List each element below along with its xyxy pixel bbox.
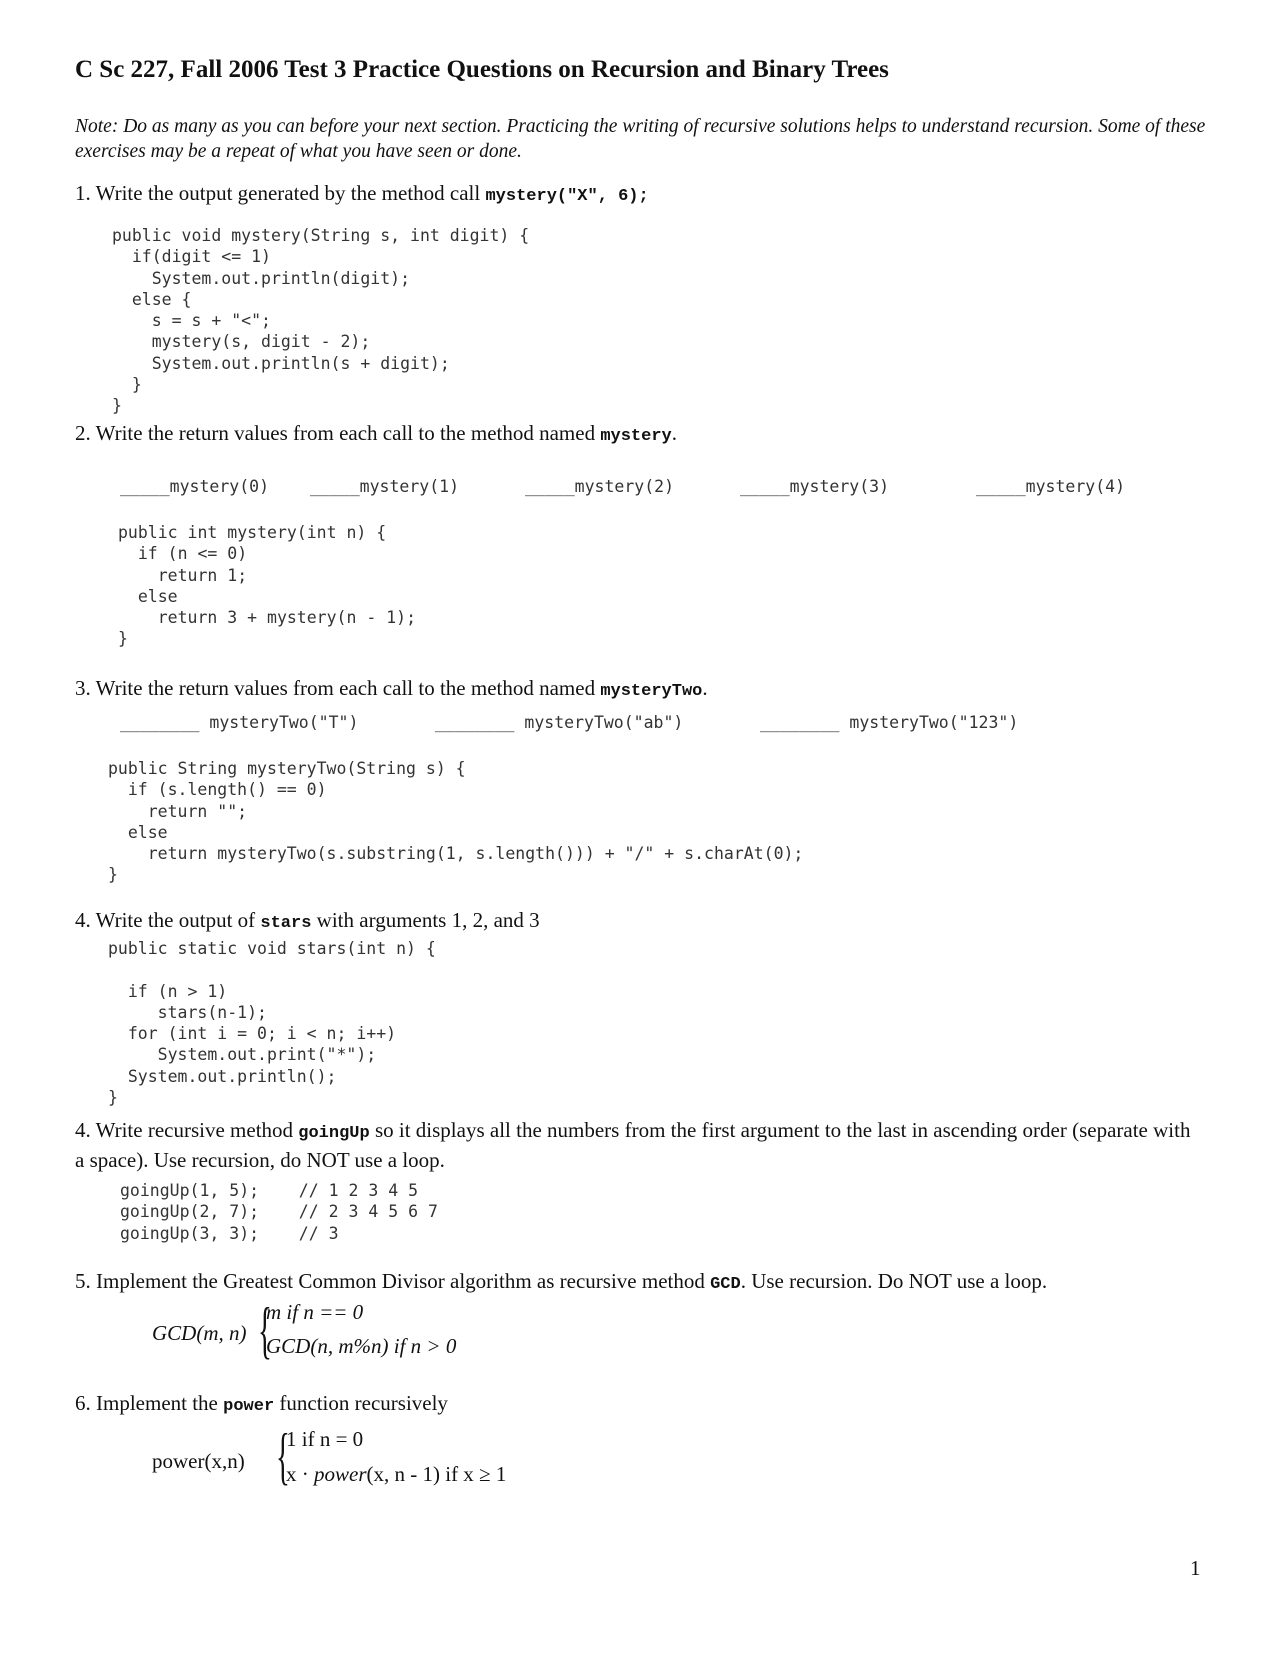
power-case-2-pre: x ·	[286, 1462, 314, 1486]
gcd-case-1: m if n == 0	[266, 1300, 364, 1324]
power-case-1: 1 if n = 0	[286, 1427, 364, 1451]
question-6	[75, 1390, 448, 1420]
q2-blank-2: _____mystery(1)	[310, 477, 460, 496]
question-2	[75, 420, 677, 450]
question-6-end: function recursively	[274, 1391, 448, 1415]
question-3-method: mysteryTwo	[600, 682, 703, 701]
question-1-code: public void mystery(String s, int digit) { if(digit <= 1) System.out.println(digit); else { s = s + "<"; mystery(s, digit - 2); System.out.println(s + digit); } }	[112, 226, 530, 416]
question-5-end: . Use recursion. Do NOT use a loop.	[740, 1269, 1048, 1293]
question-1-call: mystery("X", 6);	[485, 187, 649, 206]
question-4	[75, 907, 540, 937]
page-number: 1	[1190, 1556, 1201, 1580]
power-case-2-post: (x, n - 1) if x ≥ 1	[366, 1462, 507, 1486]
question-4-code: public static void stars(int n) { if (n > 1) stars(n-1); for (int i = 0; i < n; i++) System.out.print("*"); System.out.println(); }	[108, 939, 436, 1108]
question-3-end: .	[702, 676, 708, 700]
q2-blank-5: _____mystery(4)	[976, 477, 1126, 496]
power-lhs: power(x,n)	[152, 1449, 245, 1473]
question-4b-end: so it displays all the numbers from the first argument to the last in ascending order (separate with a space). Use recursion, do NOT use a loop.	[75, 1118, 1191, 1172]
question-4b	[75, 1117, 1195, 1174]
q3-blank-2: ________ mysteryTwo("ab")	[435, 713, 684, 732]
question-1-text: 1. Write the output generated by the method call	[75, 181, 486, 205]
gcd-lhs: GCD(m, n)	[152, 1321, 247, 1345]
gcd-brace: {	[258, 1294, 272, 1365]
question-2-code: public int mystery(int n) { if (n <= 0) return 1; else return 3 + mystery(n - 1); }	[118, 523, 417, 649]
question-4-end: with arguments 1, 2, and 3	[311, 908, 540, 932]
q2-blank-3: _____mystery(2)	[525, 477, 675, 496]
gcd-case-2: GCD(n, m%n) if n > 0	[266, 1334, 457, 1358]
question-2-end: .	[671, 421, 677, 445]
question-2-text: 2. Write the return values from each call to the method named	[75, 421, 601, 445]
question-3-code: public String mysteryTwo(String s) { if (s.length() == 0) return ""; else return mysteryTwo(s.substring(1, s.length())) + "/" + s.charAt(0); }	[108, 759, 804, 885]
page-title: C Sc 227, Fall 2006 Test 3 Practice Questions on Recursion and Binary Trees	[75, 56, 889, 83]
q2-blank-4: _____mystery(3)	[740, 477, 890, 496]
question-5	[75, 1268, 1047, 1298]
question-2-method: mystery	[600, 427, 672, 446]
question-6-method: power	[223, 1397, 275, 1416]
question-6-text: 6. Implement the	[75, 1391, 224, 1415]
question-3-text: 3. Write the return values from each call to the method named	[75, 676, 601, 700]
question-5-text: 5. Implement the Greatest Common Divisor algorithm as recursive method	[75, 1269, 711, 1293]
question-4b-method: goingUp	[298, 1124, 370, 1143]
power-brace: {	[276, 1420, 290, 1491]
q3-blank-1: ________ mysteryTwo("T")	[120, 713, 359, 732]
question-4-text: 4. Write the output of	[75, 908, 261, 932]
question-4-method: stars	[260, 914, 312, 933]
q2-blank-1: _____mystery(0)	[120, 477, 270, 496]
question-5-method: GCD	[710, 1275, 741, 1294]
question-4b-text: 4. Write recursive method	[75, 1118, 299, 1142]
power-case-2	[286, 1459, 506, 1489]
question-3	[75, 675, 708, 705]
power-case-2-fn: power	[314, 1462, 367, 1486]
question-1	[75, 180, 649, 210]
q3-blank-3: ________ mysteryTwo("123")	[760, 713, 1019, 732]
question-4b-code: goingUp(1, 5); // 1 2 3 4 5 goingUp(2, 7); // 2 3 4 5 6 7 goingUp(3, 3); // 3	[120, 1181, 438, 1243]
note: Note: Do as many as you can before your next section. Practicing the writing of recursive solutions helps to understand recursion. Some of these exercises may be a repeat of what you have seen or done.	[75, 116, 1206, 162]
